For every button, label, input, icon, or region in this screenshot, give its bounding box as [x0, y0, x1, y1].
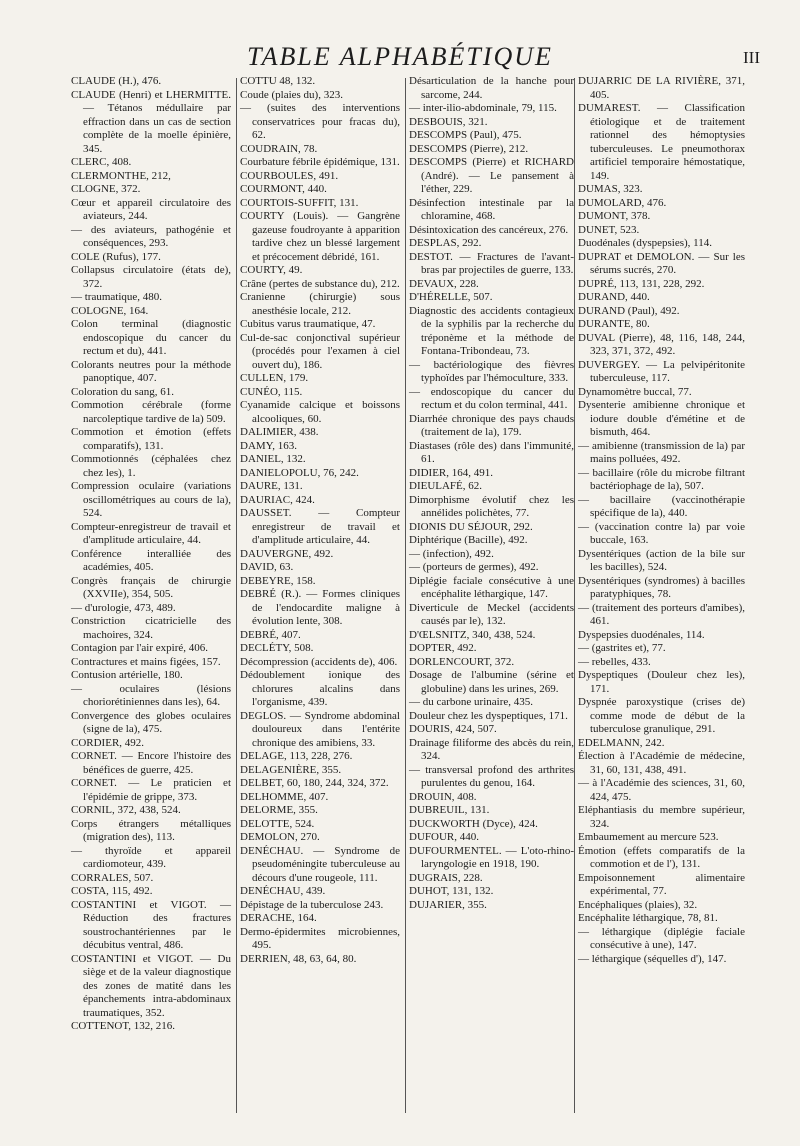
index-entry: D'HÉRELLE, 507.	[409, 291, 493, 303]
index-entry: Courbature fébrile épidémique, 131.	[240, 156, 400, 168]
index-entry: Cyanamide calcique et boissons alcooliques, 60.	[240, 399, 400, 425]
index-entry: COURTOIS-SUFFIT, 131.	[240, 196, 359, 209]
index-entry: Décompression (accidents de), 406.	[240, 655, 398, 668]
index-entry: Eléphantiasis du membre supérieur, 324.	[578, 804, 745, 830]
index-entry: DUCKWORTH (Dyce), 424.	[409, 817, 538, 830]
index-entry: DIEULAFÉ, 62.	[409, 480, 483, 492]
index-entry: DENÉCHAU, 439.	[240, 885, 326, 897]
index-entry: DUPRÉ, 113, 131, 228, 292.	[578, 277, 705, 290]
index-entry: DANIEL, 132.	[240, 453, 306, 465]
index-entry: — thyroïde et appareil cardiomoteur, 439.	[71, 844, 231, 870]
index-entry: DIDIER, 164, 491.	[409, 466, 494, 479]
index-entry: DUVAL (Pierre), 48, 116, 148, 244, 323, 371, 372, 492.	[578, 331, 745, 357]
index-entry: Congrès français de chirurgie (XXVIIe), 354, 505.	[71, 574, 231, 600]
index-entry: — (infection), 492.	[409, 547, 494, 560]
index-entry: Dyspeptiques (Douleur chez les), 171.	[578, 669, 745, 695]
index-entry: Douleur chez les dyspeptiques, 171.	[409, 709, 568, 722]
index-entry: Empoisonnement alimentaire expérimental, 77.	[578, 871, 745, 897]
index-entry: DUJARRIC DE LA RIVIÈRE, 371, 405.	[578, 75, 745, 101]
page-number: III	[743, 48, 760, 67]
page-title: TABLE ALPHABÉTIQUE	[247, 42, 553, 71]
index-entry: — oculaires (lésions choriorétiniennes dans les), 64.	[71, 682, 231, 708]
index-entry: DESCOMPS (Pierre) et RICHARD (André). — Le pansement à l'éther, 229.	[409, 156, 574, 195]
index-entry: DEGLOS. — Syndrome abdominal douloureux dans l'entérite chronique des amibiens, 33.	[240, 709, 400, 749]
index-entry: — (gastrites et), 77.	[578, 642, 666, 654]
index-entry: Crâne (pertes de substance du), 212.	[240, 277, 400, 290]
index-entry: Compression oculaire (variations oscillométriques au cours de la), 524.	[71, 480, 231, 519]
index-entry: Commotion et émotion (effets comparatifs), 131.	[71, 426, 231, 452]
index-entry: DESBOUIS, 321.	[409, 115, 488, 128]
index-entry: Diphtérique (Bacille), 492.	[409, 534, 528, 546]
index-entry: — (suites des interventions conservatrices pour fracas du), 62.	[240, 102, 400, 141]
index-entry: DUMAREST. — Classification étiologique et de traitement rationnel des hémoptysies tuberculeuses. Le pneumothorax artificiel temporaire hémostatique, 149.	[578, 102, 745, 182]
index-entry: DURAND, 440.	[578, 291, 650, 303]
index-entry: — du carbone urinaire, 435.	[409, 696, 534, 708]
index-entry: DROUIN, 408.	[409, 790, 477, 803]
index-entry: DUBREUIL, 131.	[409, 804, 490, 816]
index-entry: DAURE, 131.	[240, 480, 303, 492]
index-entry: COLE (Rufus), 177.	[71, 250, 161, 263]
index-entry: Embaumement au mercure 523.	[578, 831, 719, 843]
index-entry: Cœur et appareil circulatoire des aviateurs, 244.	[71, 196, 231, 222]
index-entry: Contractures et mains figées, 157.	[71, 655, 221, 668]
index-entry: DANIELOPOLU, 76, 242.	[240, 466, 359, 479]
index-entry: Dyspnée paroxystique (crises de) comme mode de début de la tuberculose granulique, 291.	[578, 696, 745, 735]
index-entry: Colorants neutres pour la méthode panoptique, 407.	[71, 358, 231, 384]
index-entry: Coude (plaies du), 323.	[240, 88, 343, 101]
index-entry: — bacillaire (rôle du microbe filtrant bactériophage de la), 507.	[578, 466, 745, 492]
index-entry: Désarticulation de la hanche pour sarcome, 244.	[409, 75, 574, 101]
index-entry: Diagnostic des accidents contagieux de la syphilis par la recherche du tréponème et la méthode de Fontana-Tribondeau, 73.	[409, 304, 574, 357]
index-column-4	[578, 75, 745, 966]
index-entry: EDELMANN, 242.	[578, 736, 665, 749]
index-entry: COTTENOT, 132, 216.	[71, 1020, 175, 1032]
index-entry: — léthargique (diplégie faciale consécutive à une), 147.	[578, 925, 745, 951]
index-entry: — inter-ilio-abdominale, 79, 115.	[409, 102, 557, 114]
index-entry: Désinfection intestinale par la chloramine, 468.	[409, 196, 574, 222]
column-rule	[236, 78, 237, 1113]
page-header	[0, 34, 800, 74]
index-entry: Dysenterie amibienne chronique et iodure double d'émétine et de bismuth, 464.	[578, 399, 745, 438]
index-column-1	[71, 75, 231, 1034]
index-entry: CULLEN, 179.	[240, 372, 309, 384]
index-entry: Dépistage de la tuberculose 243.	[240, 898, 384, 911]
index-entry: — transversal profond des arthrites purulentes du genou, 164.	[409, 763, 574, 789]
index-entry: DUHOT, 131, 132.	[409, 885, 494, 897]
index-entry: DAMY, 163.	[240, 439, 297, 452]
index-entry: Colon terminal (diagnostic endoscopique du cancer du rectum et du), 441.	[71, 318, 231, 357]
column-rule	[405, 78, 406, 1113]
index-entry: Commotionnés (céphalées chez chez les), 1.	[71, 453, 231, 479]
index-entry: DESCOMPS (Paul), 475.	[409, 129, 522, 141]
index-entry: Encéphalite léthargique, 78, 81.	[578, 912, 718, 924]
index-entry: DEVAUX, 228.	[409, 277, 479, 290]
index-entry: DOURIS, 424, 507.	[409, 723, 497, 735]
index-entry: Dyspepsies duodénales, 114.	[578, 628, 705, 641]
index-entry: — d'urologie, 473, 489.	[71, 601, 176, 614]
index-entry: COUDRAIN, 78.	[240, 142, 318, 155]
index-entry: — amibienne (transmission de la) par mains polluées, 492.	[578, 439, 745, 465]
index-entry: Dédoublement ionique des chlorures alcalins dans l'organisme, 439.	[240, 669, 400, 708]
index-entry: DELAGE, 113, 228, 276.	[240, 750, 353, 762]
index-entry: DELBET, 60, 180, 244, 324, 372.	[240, 777, 389, 789]
index-entry: DEBRÉ (R.). — Formes cliniques de l'endocardite maligne à évolution lente, 308.	[240, 588, 400, 627]
index-entry: — bactériologique des fièvres typhoïdes par l'hémoculture, 333.	[409, 358, 574, 384]
index-entry: DESTOT. — Fractures de l'avant-bras par projectiles de guerre, 133.	[409, 250, 574, 276]
index-entry: DEBRÉ, 407.	[240, 628, 301, 641]
index-entry: DAURIAC, 424.	[240, 493, 315, 506]
index-entry: DESPLAS, 292.	[409, 237, 482, 249]
column-rule	[574, 78, 575, 1113]
index-entry: Élection à l'Académie de médecine, 31, 60, 131, 438, 491.	[578, 750, 745, 776]
index-entry: DURANTE, 80.	[578, 318, 650, 330]
index-entry: DUNET, 523.	[578, 223, 640, 236]
index-entry: Drainage filiforme des abcès du rein, 324.	[409, 736, 574, 762]
index-entry: DAUSSET. — Compteur enregistreur de travail et d'amplitude articulaire, 44.	[240, 507, 400, 546]
index-entry: COURTY (Louis). — Gangrène gazeuse foudroyante à apparition tardive chez un blessé largement et précocement débridé, 161.	[240, 210, 400, 263]
index-entry: Dysentériques (action de la bile sur les bacilles), 524.	[578, 547, 745, 573]
index-entry: Constriction cicatricielle des machoires, 324.	[71, 615, 231, 641]
index-entry: Convergence des globes oculaires (signe de la), 475.	[71, 709, 231, 735]
index-entry: — endoscopique du cancer du rectum et du colon terminal, 441.	[409, 385, 574, 411]
index-entry: DOPTER, 492.	[409, 642, 477, 654]
index-entry: Émotion (effets comparatifs de la commotion et de l'), 131.	[578, 844, 745, 870]
index-entry: Conférence interalliée des académies, 405.	[71, 547, 231, 573]
index-entry: CLERMONTHE, 212,	[71, 169, 171, 182]
index-entry: Cranienne (chirurgie) sous anesthésie locale, 212.	[240, 291, 400, 317]
index-entry: — traumatique, 480.	[71, 291, 163, 303]
index-entry: COURMONT, 440.	[240, 183, 327, 195]
index-entry: DERACHE, 164.	[240, 912, 317, 924]
index-entry: CORNIL, 372, 438, 524.	[71, 804, 181, 816]
index-entry: Diastases (rôle des) dans l'immunité, 61.	[409, 439, 574, 465]
index-entry: COSTA, 115, 492.	[71, 885, 153, 897]
index-column-3	[409, 75, 574, 912]
index-entry: Compteur-enregistreur de travail et d'amplitude articulaire, 44.	[71, 520, 231, 546]
index-entry: — rebelles, 433.	[578, 655, 651, 668]
index-entry: — léthargique (séquelles d'), 147.	[578, 952, 727, 965]
index-entry: D'ŒLSNITZ, 340, 438, 524.	[409, 628, 536, 641]
index-entry: Cul-de-sac conjonctival supérieur (procédés pour l'examen à ciel ouvert du), 186.	[240, 331, 400, 371]
index-entry: Diarrhée chronique des pays chauds (traitement de la), 179.	[409, 412, 574, 438]
index-entry: CORDIER, 492.	[71, 736, 145, 749]
index-entry: Dysentériques (syndromes) à bacilles paratyphiques, 78.	[578, 574, 745, 600]
index-entry: DERRIEN, 48, 63, 64, 80.	[240, 952, 357, 965]
index-entry: — (porteurs de germes), 492.	[409, 561, 539, 573]
index-entry: DUFOURMENTEL. — L'oto-rhino-laryngologie en 1918, 190.	[409, 844, 574, 870]
index-entry: DUMAS, 323.	[578, 183, 643, 195]
index-entry: Dynamomètre buccal, 77.	[578, 385, 692, 398]
index-entry: CORNET. — Encore l'histoire des bénéfices de guerre, 425.	[71, 750, 231, 776]
index-entry: DEBEYRE, 158.	[240, 574, 316, 587]
index-entry: Collapsus circulatoire (états de), 372.	[71, 264, 231, 290]
index-entry: Dimorphisme évolutif chez les annélides polichètes, 77.	[409, 493, 574, 519]
index-entry: COSTANTINI et VIGOT. — Du siège et de la valeur diagnostique des zones de matité dans les épanchements intra-abdominaux traumatiques, 352.	[71, 952, 231, 1019]
index-entry: DALIMIER, 438.	[240, 426, 319, 438]
index-entry: CORRALES, 507.	[71, 871, 154, 884]
index-entry: — (traitement des porteurs d'amibes), 461.	[578, 601, 745, 627]
index-entry: DELORME, 355.	[240, 804, 318, 816]
index-entry: CLAUDE (Henri) et LHERMITTE. — Tétanos médullaire par effraction dans un cas de section complète de la moelle épinière, 345.	[71, 88, 231, 155]
index-entry: DUFOUR, 440.	[409, 831, 479, 843]
index-entry: — à l'Académie des sciences, 31, 60, 424, 475.	[578, 777, 745, 803]
index-entry: DUPRAT et DEMOLON. — Sur les sérums sucrés, 270.	[578, 250, 745, 276]
index-entry: Désintoxication des cancéreux, 276.	[409, 223, 569, 236]
index-entry: Contagion par l'air expiré, 406.	[71, 642, 209, 654]
index-entry: DUVERGEY. — La pelvipéritonite tuberculeuse, 117.	[578, 358, 745, 384]
index-entry: DURAND (Paul), 492.	[578, 304, 680, 317]
index-entry: CLERC, 408.	[71, 156, 132, 168]
index-entry: — bacillaire (vaccinothérapie spécifique de la), 440.	[578, 493, 745, 519]
index-entry: DELHOMME, 407.	[240, 790, 329, 803]
index-entry: Commotion cérébrale (forme narcoleptique tardive de la) 509.	[71, 399, 231, 425]
index-entry: DUMOLARD, 476.	[578, 196, 667, 209]
index-entry: DELOTTE, 524.	[240, 817, 315, 830]
index-entry: CLOGNE, 372.	[71, 183, 141, 195]
index-entry: COSTANTINI et VIGOT. — Réduction des fractures soustrochantériennes par le décubitus ventral, 486.	[71, 898, 231, 951]
index-entry: DUJARIER, 355.	[409, 898, 487, 911]
index-entry: DIONIS DU SÉJOUR, 292.	[409, 520, 533, 533]
index-entry: DEMOLON, 270.	[240, 831, 320, 843]
index-entry: DUGRAIS, 228.	[409, 871, 483, 884]
index-entry: Coloration du sang, 61.	[71, 385, 174, 398]
index-entry: COTTU 48, 132.	[240, 75, 316, 87]
index-entry: Dosage de l'albumine (sérine et globuline) dans les urines, 269.	[409, 669, 574, 695]
index-entry: Diplégie faciale consécutive à une encéphalite léthargique, 147.	[409, 574, 574, 600]
index-entry: Diverticule de Meckel (accidents causés par le), 132.	[409, 601, 574, 627]
index-entry: Duodénales (dyspepsies), 114.	[578, 237, 713, 249]
index-entry: DUMONT, 378.	[578, 210, 651, 222]
index-entry: Encéphaliques (plaies), 32.	[578, 898, 698, 911]
index-entry: COLOGNE, 164.	[71, 304, 149, 317]
index-entry: Cubitus varus traumatique, 47.	[240, 318, 376, 330]
index-entry: CORNET. — Le praticien et l'épidémie de grippe, 373.	[71, 777, 231, 803]
index-entry: COURBOULES, 491.	[240, 169, 339, 182]
index-entry: DELAGENIÈRE, 355.	[240, 763, 342, 776]
index-entry: Contusion artérielle, 180.	[71, 669, 183, 681]
index-entry: — des aviateurs, pathogénie et conséquences, 293.	[71, 223, 231, 249]
index-entry: DECLÉTY, 508.	[240, 642, 314, 654]
index-entry: DESCOMPS (Pierre), 212.	[409, 142, 529, 155]
index-entry: Corps étrangers métalliques (migration des), 113.	[71, 817, 231, 843]
index-column-2	[240, 75, 400, 966]
index-entry: DORLENCOURT, 372.	[409, 655, 515, 668]
index-entry: COURTY, 49.	[240, 264, 303, 276]
index-entry: CUNÉO, 115.	[240, 385, 303, 398]
index-entry: — (vaccination contre la) par voie buccale, 163.	[578, 520, 745, 546]
index-entry: DENÉCHAU. — Syndrome de pseudoméningite tuberculeuse au décours d'une rougeole, 111.	[240, 844, 400, 884]
index-entry: DAUVERGNE, 492.	[240, 547, 334, 560]
index-entry: Dermo-épidermites microbiennes, 495.	[240, 925, 400, 951]
index-entry: DAVID, 63.	[240, 561, 294, 573]
index-entry: CLAUDE (H.), 476.	[71, 75, 162, 87]
